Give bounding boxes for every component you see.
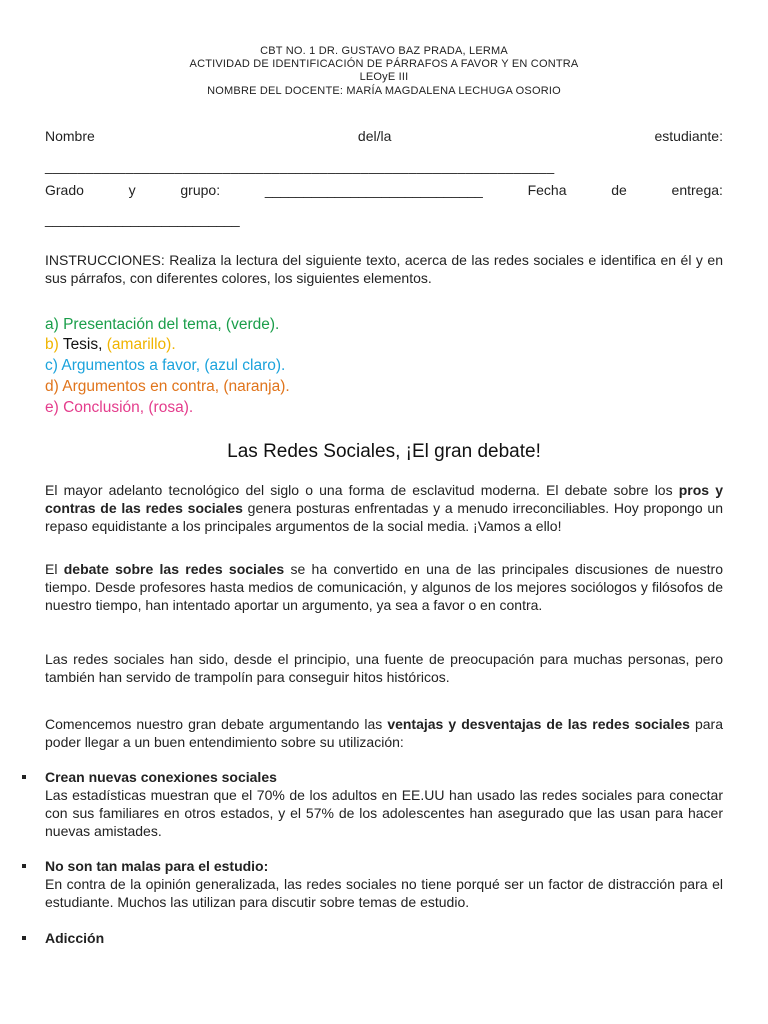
bullet-text: Las estadísticas muestran que el 70% de los adultos en EE.UU han usado las redes sociales para conectar con sus familiares en otros estados, y el 57% de los adolescentes han asegurado que las usan para hacer nuevas amistades.	[45, 787, 723, 839]
paragraph-4-text-a: Comencemos nuestro gran debate argumentando las	[45, 716, 388, 732]
element-e-conclusion: e) Conclusión, (rosa).	[45, 399, 194, 416]
element-b-word: Tesis,	[62, 336, 107, 353]
student-name-row	[45, 127, 723, 145]
bullet-heading: No son tan malas para el estudio:	[45, 858, 269, 874]
paragraph-4	[45, 715, 723, 751]
label-de: de	[611, 182, 627, 198]
student-name-blank[interactable]: _______________________________________________________________	[45, 158, 555, 174]
instructions: INSTRUCCIONES: Realiza la lectura del siguiente texto, acerca de las redes sociales e identifica en él y en sus párrafos, con diferentes colores, los siguientes elementos.	[45, 252, 723, 286]
element-b-prefix: b)	[45, 336, 63, 353]
label-grado: Grado	[45, 182, 84, 198]
element-d-contra: d) Argumentos en contra, (naranja).	[45, 378, 290, 395]
header-teacher: NOMBRE DEL DOCENTE: MARÍA MAGDALENA LECHUGA OSORIO	[207, 85, 561, 97]
header-activity: ACTIVIDAD DE IDENTIFICACIÓN DE PÁRRAFOS A FAVOR Y EN CONTRA	[189, 58, 579, 70]
label-entrega: entrega:	[671, 182, 723, 198]
bullet-text: En contra de la opinión generalizada, las redes sociales no tiene porqué ser un factor de distracción para el estudiante. Muchos las utilizan para discutir sobre temas de estudio.	[45, 876, 723, 910]
paragraph-2-text-a: El	[45, 561, 64, 577]
bullet-marker	[22, 936, 26, 940]
header-school: CBT NO. 1 DR. GUSTAVO BAZ PRADA, LERMA	[260, 45, 508, 57]
paragraph-2-text-b: se ha convertido en una de las principales discusiones de nuestro tiempo. Desde profesores hasta medios de comunicación, y algunos de los mejores sociólogos y filósofos de nuestro tiempo, han intentado aportar un argumento, ya sea a favor o en contra.	[45, 561, 724, 613]
paragraph-2-bold: debate sobre las redes sociales	[63, 561, 285, 577]
label-y: y	[128, 182, 136, 198]
element-c-favor: c) Argumentos a favor, (azul claro).	[45, 357, 286, 374]
article-title: Las Redes Sociales, ¡El gran debate!	[227, 441, 541, 462]
paragraph-1-bold: pros y contras de las redes sociales	[45, 482, 724, 516]
paragraph-1-text-b: genera posturas enfrentadas y a menudo irreconciliables. Hoy propongo un repaso equidistante a los principales argumentos de la social media. ¡Vamos a ello!	[45, 500, 723, 534]
delivery-date-blank[interactable]: _________________________	[45, 211, 240, 227]
bullet-heading: Crean nuevas conexiones sociales	[45, 769, 277, 785]
element-b-color: (amarillo).	[106, 336, 176, 353]
label-estudiante: estudiante:	[654, 128, 723, 144]
bullet-marker	[22, 775, 26, 779]
bullet-item	[0, 929, 768, 947]
label-grupo: grupo:	[180, 182, 221, 198]
paragraph-1-text-a: El mayor adelanto tecnológico del siglo o una forma de esclavitud moderna. El debate sobre los	[45, 482, 679, 498]
paragraph-4-bold: ventajas y desventajas de las redes sociales	[387, 716, 690, 732]
bullet-marker	[22, 864, 26, 868]
grade-date-row	[45, 181, 723, 199]
bullet-item	[0, 768, 768, 840]
label-del-la: del/la	[357, 128, 392, 144]
paragraph-4-text-b: para poder llegar a un buen entendimiento sobre su utilización:	[45, 716, 723, 750]
paragraph-3: Las redes sociales han sido, desde el principio, una fuente de preocupación para muchas personas, pero también han servido de trampolín para conseguir hitos históricos.	[45, 651, 723, 685]
paragraph-1	[45, 481, 723, 535]
bullet-item	[0, 857, 768, 911]
label-fecha: Fecha	[527, 182, 567, 198]
element-b-thesis	[45, 335, 176, 355]
grade-group-blank[interactable]: ____________________________	[264, 182, 483, 198]
label-nombre: Nombre	[45, 128, 95, 144]
header-subject: LEOyE III	[359, 71, 409, 83]
paragraph-2	[45, 560, 723, 614]
bullet-heading: Adicción	[45, 930, 105, 946]
element-a-topic: a) Presentación del tema, (verde).	[45, 316, 280, 333]
